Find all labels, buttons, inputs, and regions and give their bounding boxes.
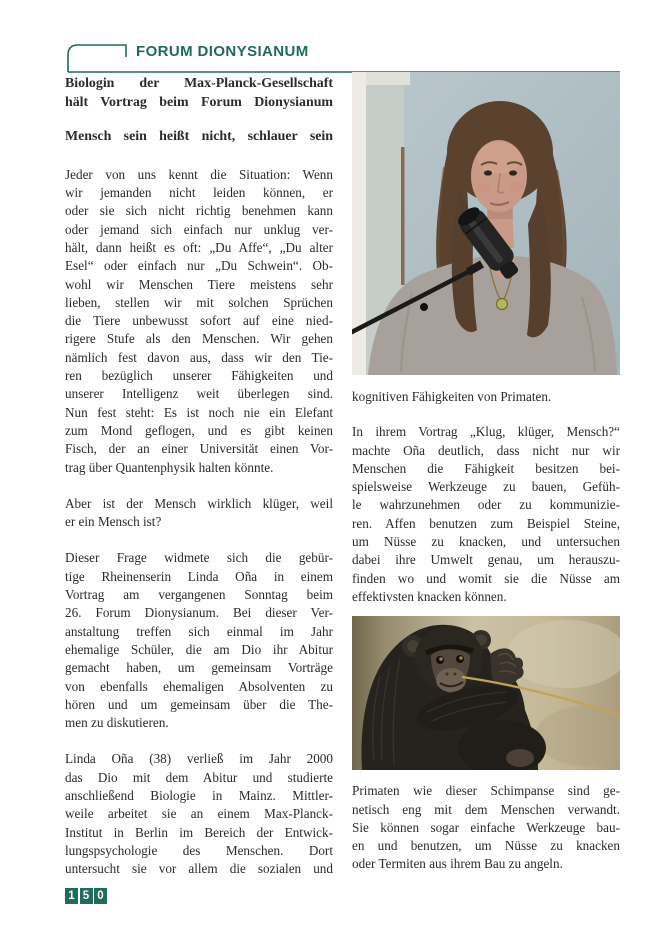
text-line: Fisch, der an einer Universität einen Vor- xyxy=(65,441,333,457)
text-line: anstaltung treffen sich einmal im Jahr xyxy=(65,623,333,639)
page-number-digit: 1 xyxy=(65,888,78,904)
text-line: Biologin der Max-Planck-Gesellschaft xyxy=(65,76,333,91)
photo-caption xyxy=(352,782,620,873)
text-line: In ihrem Vortrag „Klug, klüger, Mensch?“ xyxy=(352,424,620,440)
text-line: ren bezüglich unserer Fähigkeiten und xyxy=(65,368,333,384)
text-line: Primaten wie dieser Schimpanse sind ge- xyxy=(352,783,620,799)
section-title: FORUM DIONYSIANUM xyxy=(136,43,309,60)
paragraph xyxy=(65,750,333,878)
text-line: Aber ist der Mensch wirklich klüger, weil xyxy=(65,495,333,511)
text-line: dabei ihre Umwelt genau, um herauszu- xyxy=(352,552,620,568)
text-line: 26. Forum Dionysianum. Bei dieser Ver- xyxy=(65,605,333,621)
text-line: effektivsten knacken können. xyxy=(352,588,507,604)
text-line: spielsweise Werkzeuge zu bauen, Gefüh- xyxy=(352,479,620,495)
text-line: oder Termiten aus ihrem Bau zu angeln. xyxy=(352,856,563,872)
text-line: trag über Quantenphysik halten könnte. xyxy=(65,459,274,475)
page-number-digit: 5 xyxy=(80,888,93,904)
text-line: anschließend Biologie in Mainz. Mittler- xyxy=(65,787,333,803)
chimpanzee-photo xyxy=(352,616,620,770)
text-line: hören und um gemeinsam über die The- xyxy=(65,696,333,712)
text-line: kognitiven Fähigkeiten von Primaten. xyxy=(352,389,552,404)
text-line: hält, dann heißt es oft: „Du Affe“, „Du alter xyxy=(65,239,333,255)
text-line: Menschen die Fähigkeit besitzen bei- xyxy=(352,460,620,476)
paragraph xyxy=(65,549,333,732)
text-line: oder sie sich nicht richtig benehmen kann xyxy=(65,203,333,219)
text-line: weile arbeitet sie an einem Max-Planck- xyxy=(65,806,333,822)
speaker-photo xyxy=(352,72,620,375)
text-line: unserer Intelligenz weit überlegen sind. xyxy=(65,386,333,402)
text-line: Sie können sogar einfache Werkzeuge bau- xyxy=(352,819,620,835)
text-line: wir jemanden nicht leiden können, er xyxy=(65,185,333,201)
text-line: Institut in Berlin im Bereich der Entwick- xyxy=(65,824,333,840)
text-line: nämlich fest davon aus, dass wir den Tie- xyxy=(65,349,333,365)
text-line: wohl wir Menschen Tiere meistens sehr xyxy=(65,276,333,292)
paragraph xyxy=(65,495,333,532)
text-line: Mensch sein heißt nicht, schlauer sein xyxy=(65,129,333,145)
left-column xyxy=(65,75,333,896)
text-line: rigere Stufe als den Menschen. Wir gehen xyxy=(65,331,333,347)
paragraph xyxy=(65,166,333,477)
text-line: hält Vortrag beim Forum Dionysianum xyxy=(65,94,333,110)
page-number xyxy=(65,888,107,904)
article-headline xyxy=(65,75,333,112)
text-line: untersucht sie vor allem die sozialen und xyxy=(65,861,333,877)
text-line: er ein Mensch ist? xyxy=(65,514,162,530)
text-line: Esel“ oder einfach nur „Du Schwein“. Ob- xyxy=(65,258,333,274)
text-line: netisch eng mit dem Menschen verwandt. xyxy=(352,801,620,817)
text-line: en und benutzen, um Nüsse zu knacken xyxy=(352,838,620,854)
paragraph xyxy=(352,423,620,606)
text-line: finden wo und womit sie die Nüsse am xyxy=(352,570,620,586)
text-line: die Tiere unbewusst sofort auf eine nied- xyxy=(65,313,333,329)
text-line: ren. Affen benutzen zum Beispiel Steine, xyxy=(352,515,620,531)
text-line: le wahrzunehmen oder zu kommunizie- xyxy=(352,497,620,513)
text-line: oder jemand sich einfach nur unklug ver- xyxy=(65,221,333,237)
text-line: von ebenfalls ehemaligen Absolventen zu xyxy=(65,678,333,694)
text-line: men zu diskutieren. xyxy=(65,715,169,731)
text-line: ehemalige Schüler, die am Dio ihr Abitur xyxy=(65,641,333,657)
text-line: tige Rheinenserin Linda Oña in einem xyxy=(65,568,333,584)
text-line: zum Mond geflogen, und es gibt keinen xyxy=(65,422,333,438)
text-line: gemacht haben, um gemeinsam Vorträge xyxy=(65,660,333,676)
page-number-digit: 0 xyxy=(94,888,107,904)
article-subheadline xyxy=(65,128,333,147)
text-line: Vortrag am vergangenen Sonntag beim xyxy=(65,587,333,603)
text-line: lungspsychologie des Menschen. Dort xyxy=(65,842,333,858)
text-line: Jeder von uns kennt die Situation: Wenn xyxy=(65,166,333,182)
right-column xyxy=(352,72,620,874)
text-line: Dieser Frage widmete sich die gebür- xyxy=(65,550,333,566)
text-line: um Nüsse zu knacken, und untersuchen xyxy=(352,534,620,550)
text-line: machte Oña deutlich, dass nicht nur wir xyxy=(352,442,620,458)
text-line: das Dio mit dem Abitur und studierte xyxy=(65,769,333,785)
text-line: lieben, stellen wir mit solchen Sprüchen xyxy=(65,294,333,310)
text-line: Linda Oña (38) verließ im Jahr 2000 xyxy=(65,751,333,767)
paragraph xyxy=(352,388,620,406)
text-line: Nun fest steht: Es ist noch nie ein Elefant xyxy=(65,404,333,420)
